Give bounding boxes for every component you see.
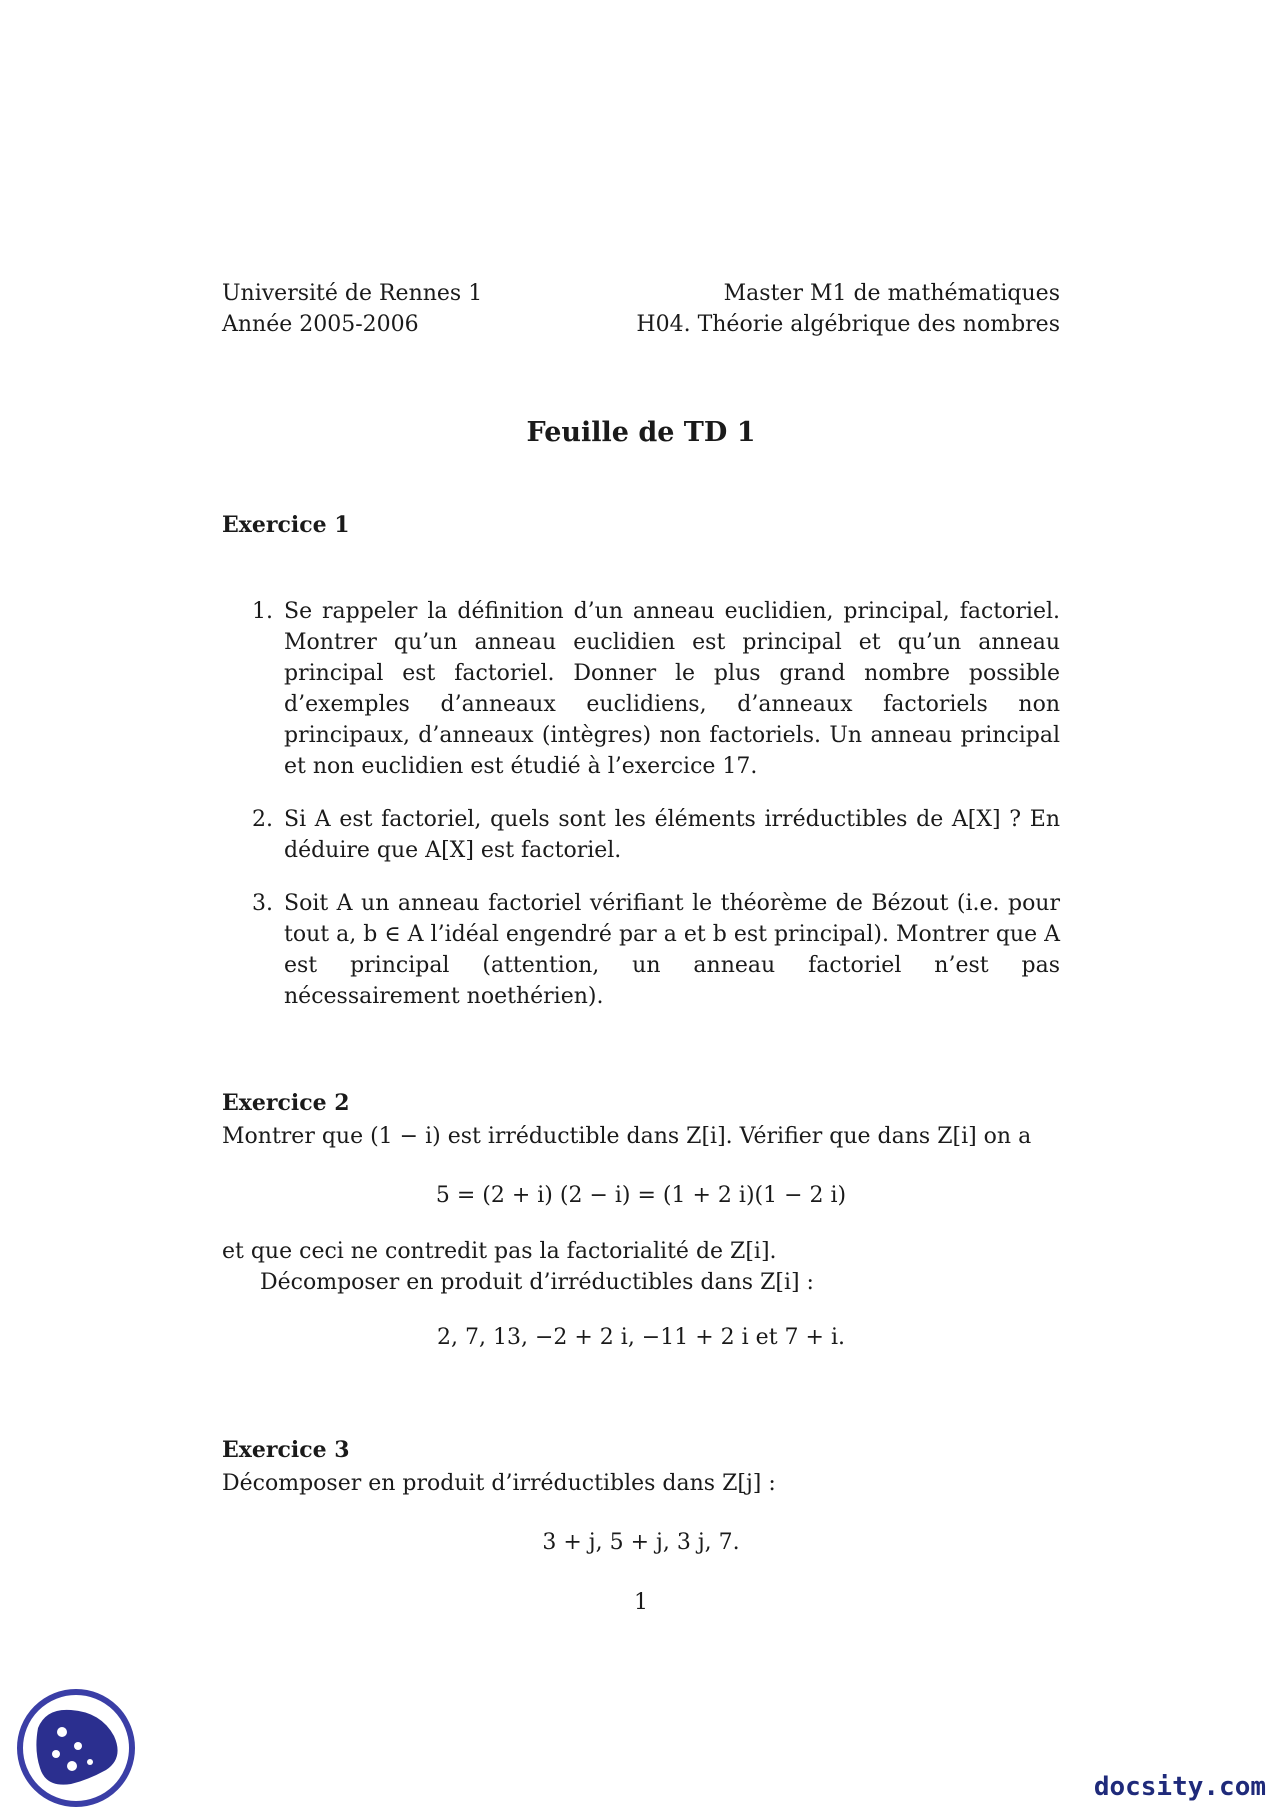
exercise-2-intro: Montrer que (1 − i) est irréductible dans Z[i]. Vérifier que dans Z[i] on a (222, 1124, 1032, 1149)
item-number: 3. (252, 891, 273, 916)
header-right (636, 278, 1060, 340)
list-item (222, 888, 1060, 1012)
item-text: Si A est factoriel, quels sont les éléments irréductibles de A[X] ? En déduire que A[X] est factoriel. (284, 807, 1060, 863)
exercise-2-equation-2: 2, 7, 13, −2 + 2 i, −11 + 2 i et 7 + i. (437, 1325, 845, 1350)
item-number: 2. (252, 807, 273, 832)
item-text: Soit A un anneau factoriel vérifiant le théorème de Bézout (i.e. pour tout a, b ∈ A l’idéal engendré par a et b est principal). Montrer que A est principal (attention, un anneau factoriel n’est pas nécessairement noethérien). (284, 891, 1060, 1009)
university-name: Université de Rennes 1 (222, 281, 483, 306)
watermark: docsity.com (1093, 1772, 1266, 1802)
exercise-3-equation: 3 + j, 5 + j, 3 j, 7. (542, 1530, 740, 1555)
exercise-1-list (222, 596, 1060, 1012)
exercise-1-title: Exercice 1 (222, 512, 350, 538)
list-item (222, 804, 1060, 866)
exercise-3-intro: Décomposer en produit d’irréductibles dans Z[j] : (222, 1471, 776, 1496)
list-item (222, 596, 1060, 782)
exercise-3-title: Exercice 3 (222, 1437, 350, 1463)
course-name: H04. Théorie algébrique des nombres (636, 312, 1060, 337)
academic-year: Année 2005-2006 (222, 312, 419, 337)
item-text: Se rappeler la définition d’un anneau euclidien, principal, factoriel. Montrer qu’un anneau euclidien est principal et qu’un anneau principal est factoriel. Donner le plus grand nombre possible d’exemples d’anneaux euclidiens, d’anneaux factoriels non principaux, d’anneaux (intègres) non factoriels. Un anneau principal et non euclidien est étudié à l’exercice 17. (284, 599, 1060, 779)
page-title: Feuille de TD 1 (526, 417, 756, 448)
program-name: Master M1 de mathématiques (723, 281, 1060, 306)
exercise-2-equation-1: 5 = (2 + i) (2 − i) = (1 + 2 i)(1 − 2 i) (435, 1183, 847, 1208)
item-number: 1. (252, 599, 273, 624)
docsity-logo-icon (16, 1688, 136, 1814)
exercise-2-middle: et que ceci ne contredit pas la factorialité de Z[i]. (222, 1239, 777, 1264)
page-number: 1 (634, 1590, 648, 1615)
exercise-2-title: Exercice 2 (222, 1090, 350, 1116)
header-left (222, 278, 482, 340)
exercise-2-decompose: Décomposer en produit d’irréductibles dans Z[i] : (260, 1270, 814, 1295)
